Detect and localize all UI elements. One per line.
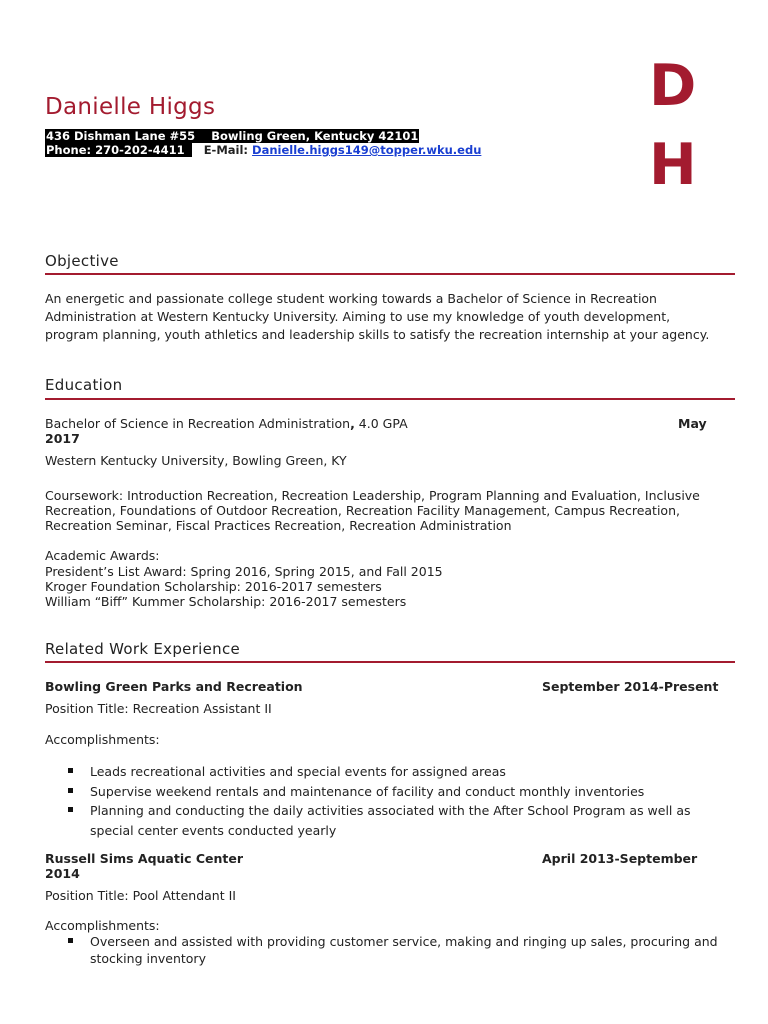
objective-heading: Objective (45, 252, 119, 270)
job-position: Position Title: Pool Attendant II (45, 888, 236, 903)
experience-heading: Related Work Experience (45, 640, 241, 658)
experience-section (45, 640, 735, 658)
bullet-text: Supervise weekend rentals and maintenance of facility and conduct monthly inventories (90, 783, 645, 799)
education-divider (45, 398, 735, 400)
award-item: Kroger Foundation Scholarship: 2016-2017 semesters (45, 579, 382, 594)
degree-title: Bachelor of Science in Recreation Administration (45, 416, 351, 431)
degree-comma: , (350, 416, 355, 431)
bullet-text: Planning and conducting the daily activities associated with the After School Program as well as (90, 803, 691, 818)
accomplishments-label: Accomplishments: (45, 918, 160, 933)
job-org: Bowling Green Parks and Recreation (45, 679, 303, 694)
award-item: William “Biff” Kummer Scholarship: 2016-2017 semesters (45, 594, 407, 609)
graduation-year: 2017 (45, 431, 80, 446)
email-label: E-Mail: (203, 143, 249, 157)
address-line (45, 130, 419, 143)
education-heading: Education (45, 376, 123, 394)
bullet-item (45, 762, 735, 782)
bullet-text: stocking inventory (90, 951, 206, 966)
bullet-item (45, 801, 735, 821)
objective-divider (45, 273, 735, 275)
contact-separator (186, 143, 192, 157)
monogram-d: D (649, 53, 697, 119)
school-name: Western Kentucky University, Bowling Green, KY (45, 453, 347, 468)
job-org: Russell Sims Aquatic Center (45, 851, 244, 866)
job-2-bullet-list (45, 933, 735, 967)
bullet-marker-icon (68, 807, 73, 812)
degree-line (45, 416, 408, 432)
bullet-marker-icon (68, 768, 73, 773)
bullet-marker-icon (68, 788, 73, 793)
phone-number: Phone: 270-202-4411 (46, 143, 185, 157)
job-dates: September 2014-Present (542, 679, 719, 694)
monogram-h: H (649, 132, 697, 198)
contact-line (45, 144, 481, 157)
bullet-continuation (45, 821, 735, 841)
bullet-marker-icon (68, 938, 73, 943)
gpa: 4.0 GPA (354, 416, 408, 431)
coursework-line-3: Recreation Seminar, Fiscal Practices Recreation, Recreation Administration (45, 518, 512, 533)
bullet-text: Overseen and assisted with providing customer service, making and ringing up sales, procuring and (90, 934, 718, 949)
graduation-month: May (678, 416, 707, 431)
address-separator (196, 129, 210, 143)
bullet-continuation (45, 950, 735, 967)
email-link[interactable]: Danielle.higgs149@topper.wku.edu (252, 143, 482, 157)
bullet-item (45, 782, 735, 802)
bullet-text: special center events conducted yearly (90, 822, 337, 838)
job-dates-continued: 2014 (45, 866, 80, 881)
bullet-text: Leads recreational activities and special events for assigned areas (90, 764, 506, 779)
accomplishments-label: Accomplishments: (45, 732, 160, 747)
job-position: Position Title: Recreation Assistant II (45, 701, 272, 716)
coursework-line-2: Recreation, Foundations of Outdoor Recreation, Recreation Facility Management, Campus Recreation, (45, 503, 680, 518)
objective-text-line-2: Administration at Western Kentucky University. Aiming to use my knowledge of youth development, (45, 309, 671, 324)
objective-text-line-3: program planning, youth athletics and leadership skills to satisfy the recreation internship at your agency. (45, 327, 710, 342)
city-state-zip: Bowling Green, Kentucky 42101 (211, 129, 419, 143)
resume-name: Danielle Higgs (45, 94, 216, 120)
job-dates: April 2013-September (542, 851, 698, 866)
objective-section (45, 252, 735, 270)
awards-label: Academic Awards: (45, 548, 160, 563)
award-item: President’s List Award: Spring 2016, Spring 2015, and Fall 2015 (45, 564, 443, 579)
experience-divider (45, 661, 735, 663)
coursework-line-1: Coursework: Introduction Recreation, Recreation Leadership, Program Planning and Evaluation, Inclusive (45, 488, 700, 503)
bullet-item (45, 933, 735, 950)
objective-text-line-1: An energetic and passionate college student working towards a Bachelor of Science in Recreation (45, 291, 657, 306)
education-section (45, 376, 735, 394)
job-1-bullet-list (45, 762, 735, 840)
street-address: 436 Dishman Lane #55 (46, 129, 196, 143)
